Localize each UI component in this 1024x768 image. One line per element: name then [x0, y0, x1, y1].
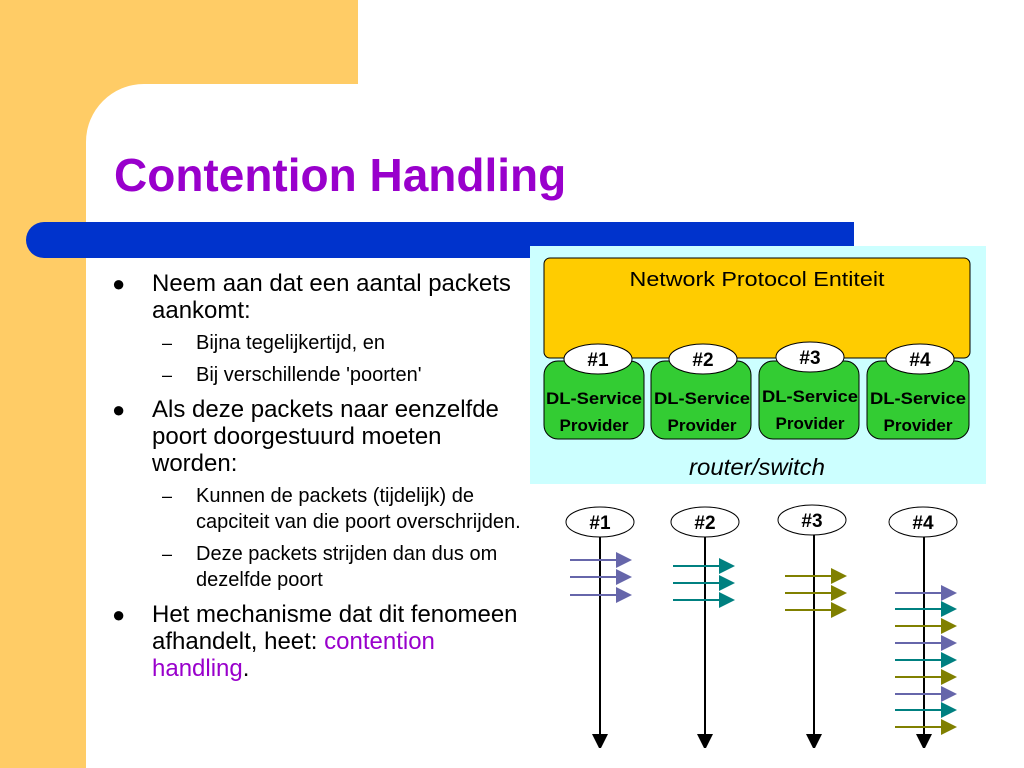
sub-bullet-group [112, 483, 530, 593]
highlight-term: contention handling [152, 628, 435, 682]
bullet-text: Als deze packets naar eenzelfde poort doorgestuurd moeten worden: [152, 396, 499, 477]
lower-port-label-1: #1 [589, 513, 611, 534]
dash-icon: – [162, 333, 173, 353]
port-label-4: #4 [909, 350, 931, 371]
lower-port-label-2: #2 [694, 513, 716, 534]
port-label-2: #2 [692, 350, 714, 371]
bullet-suffix: . [242, 655, 250, 682]
provider-label-3b: Provider [775, 414, 845, 433]
provider-label-1a: DL-Service [546, 389, 642, 408]
port-label-3: #3 [799, 348, 821, 369]
provider-label-2b: Provider [667, 416, 737, 435]
bullet-item [112, 270, 530, 324]
lower-port-label-4: #4 [912, 513, 934, 534]
sub-bullet-text: Deze packets strijden dan dus om dezelfde poort [196, 543, 498, 591]
provider-label-2a: DL-Service [654, 389, 750, 408]
bullet-item [112, 396, 530, 477]
sub-bullet-text: Kunnen de packets (tijdelijk) de capciteit van die poort overschrijden. [196, 485, 521, 533]
sub-bullet-item [112, 362, 530, 388]
sub-bullet-text: Bijna tegelijkertijd, en [196, 332, 385, 354]
provider-label-4a: DL-Service [870, 389, 966, 408]
router-caption: router/switch [689, 454, 825, 480]
provider-label-4b: Provider [883, 416, 953, 435]
port-label-1: #1 [587, 350, 609, 371]
provider-label-1b: Provider [559, 416, 629, 435]
packet-flow-diagram [540, 498, 980, 748]
sub-bullet-item [112, 330, 530, 356]
bullet-dot-icon: ● [112, 271, 126, 296]
bullet-item [112, 601, 530, 682]
sub-bullet-text: Bij verschillende 'poorten' [196, 364, 422, 386]
bullet-dot-icon: ● [112, 602, 126, 627]
bullet-text: Het mechanisme dat dit fenomeen afhandelt, heet: [152, 601, 518, 655]
bullet-list [112, 270, 530, 688]
provider-label-3a: DL-Service [762, 387, 858, 406]
entity-label: Network Protocol Entiteit [629, 269, 886, 291]
sub-bullet-item [112, 541, 530, 593]
dash-icon: – [162, 486, 173, 506]
sub-bullet-group [112, 330, 530, 388]
dash-icon: – [162, 365, 173, 385]
sub-bullet-item [112, 483, 530, 535]
slide-title: Contention Handling [114, 149, 567, 201]
lower-port-label-3: #3 [801, 511, 823, 532]
bullet-text: Neem aan dat een aantal packets aankomt: [152, 270, 511, 324]
dash-icon: – [162, 544, 173, 564]
bullet-dot-icon: ● [112, 397, 126, 422]
router-diagram [530, 246, 986, 484]
